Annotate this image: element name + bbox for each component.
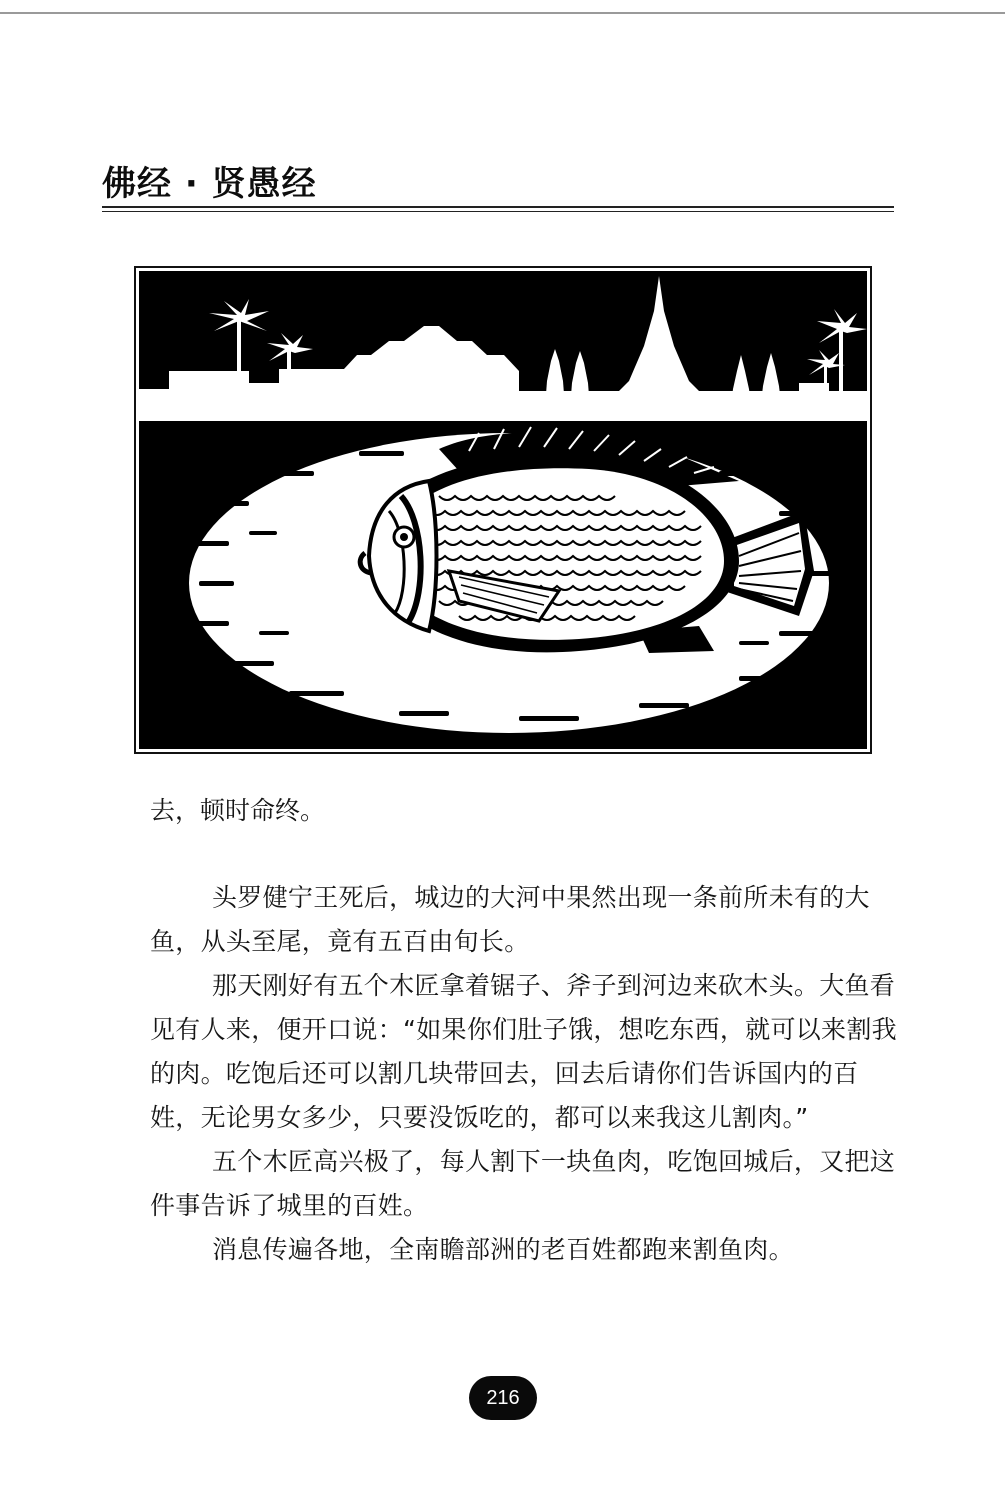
continuation-line: 去，顿时命终。 <box>150 796 326 825</box>
header-rule-thin <box>102 211 894 212</box>
paragraph-4: 消息传遍各地，全南瞻部洲的老百姓都跑来割鱼肉。 <box>212 1235 794 1264</box>
top-rule <box>0 12 1005 14</box>
header-rule-thick <box>102 206 894 208</box>
far-shore <box>139 391 867 421</box>
paragraph-2: 那天刚好有五个木匠拿着锯子、斧子到河边来砍木头。大鱼看见有人来，便开口说：“如果你们肚子饿，想吃东西，就可以来割我的肉。吃饱后还可以割几块带回去，回去后请你们告诉国内的百姓，无论男女多少，只要没饭吃的，都可以来我这儿割肉。” <box>150 971 897 1132</box>
fish-woodcut-illustration <box>139 271 867 749</box>
paragraph-3: 五个木匠高兴极了，每人割下一块鱼肉，吃饱回城后，又把这件事告诉了城里的百姓。 <box>150 1147 896 1220</box>
page-number-badge: 216 <box>469 1376 537 1420</box>
illustration-frame <box>134 266 872 754</box>
paragraph-1: 头罗健宁王死后，城边的大河中果然出现一条前所未有的大鱼，从头至尾，竟有五百由旬长。 <box>150 883 870 956</box>
running-header-title: 佛经 · 贤愚经 <box>102 164 317 204</box>
story-text <box>150 876 902 1272</box>
